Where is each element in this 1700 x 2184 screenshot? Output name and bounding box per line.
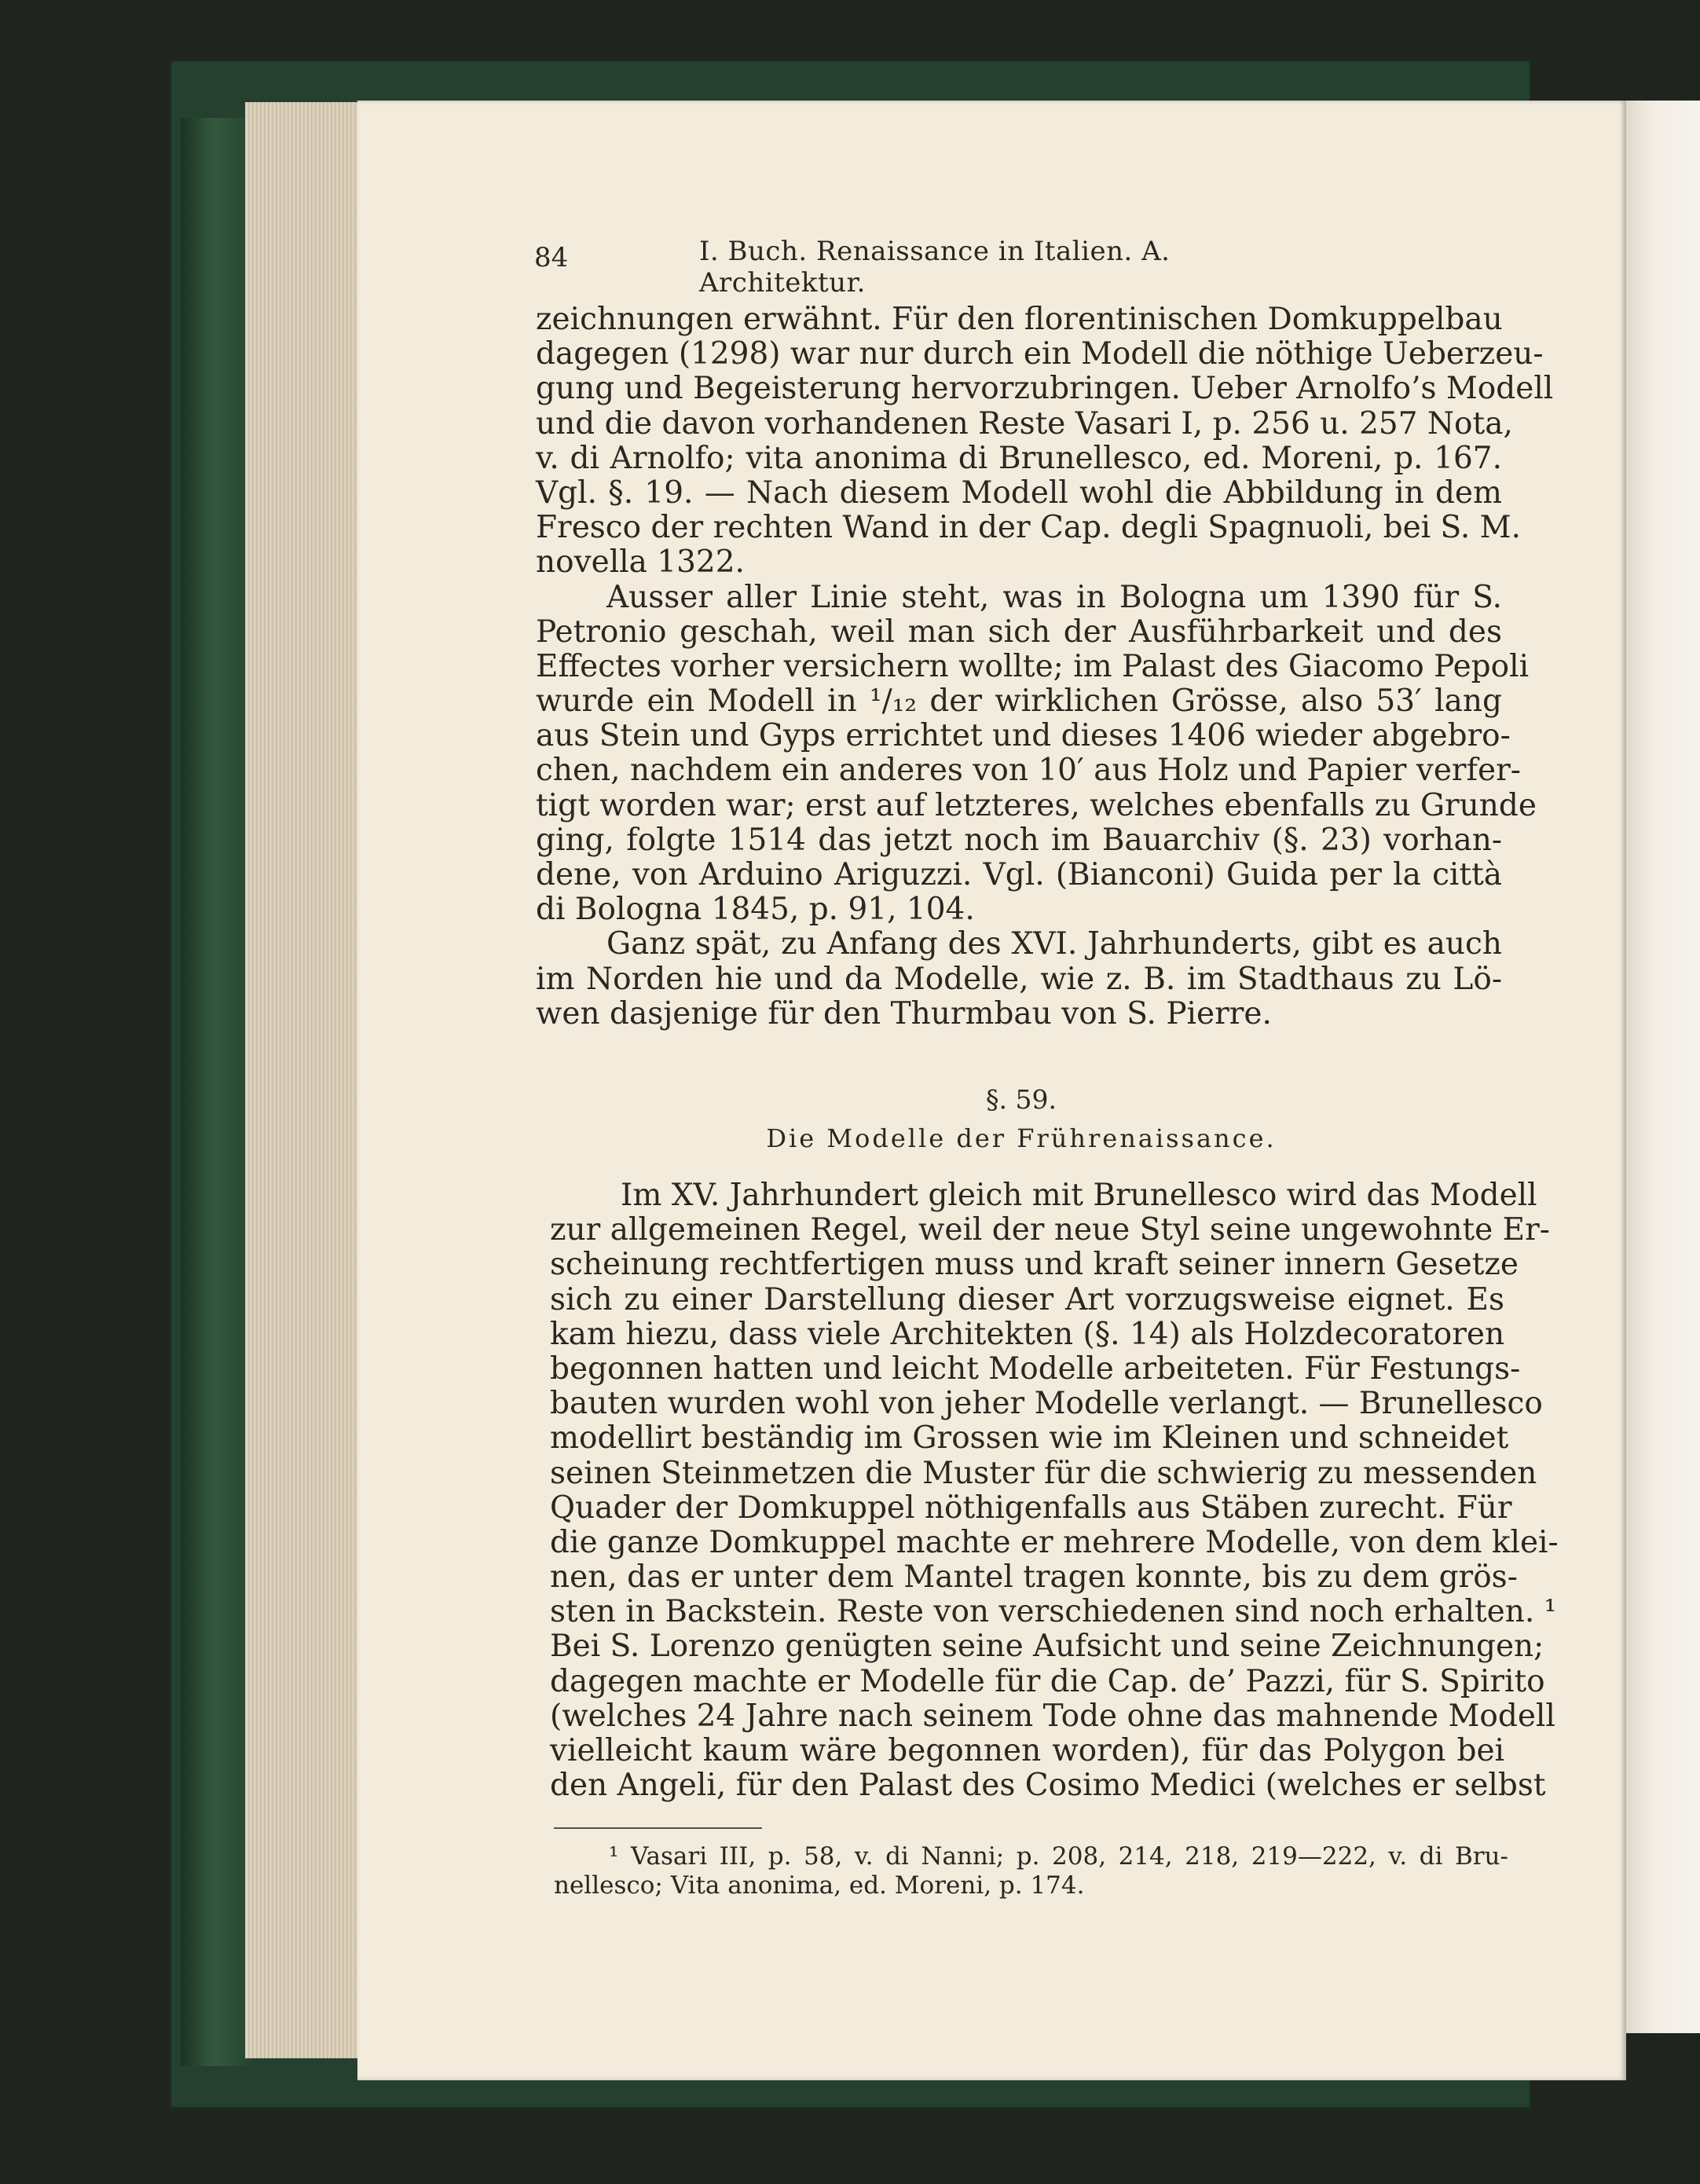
text-line: Quader der Domkuppel nöthigenfalls aus Stäben zurecht. Für [550, 1490, 1512, 1526]
text-block-top [536, 302, 1554, 1032]
text-line: Petronio geschah, weil man sich der Ausführbarkeit und des [536, 614, 1502, 650]
text-line: modellirt beständig im Grossen wie im Kleinen und schneidet [550, 1420, 1509, 1457]
text-line: wen dasjenige für den Thurmbau von S. Pierre. [536, 995, 1272, 1032]
text-line: vielleicht kaum wäre begonnen worden), für das Polygon bei [550, 1733, 1504, 1768]
paragraph-2 [536, 579, 1537, 928]
text-line: dagegen machte er Modelle für die Cap. de’ Pazzi, für S. Spirito [550, 1663, 1545, 1699]
running-head: I. Buch. Renaissance in Italien. A. Architektur. [699, 236, 1171, 299]
paragraph-1 [536, 302, 1554, 581]
text-line: dagegen (1298) war nur durch ein Modell die nöthige Ueberzeu- [536, 336, 1544, 372]
text-line: kam hiezu, dass viele Architekten (§. 14) als Holzdecoratoren [550, 1316, 1505, 1352]
text-block-main [550, 1178, 1559, 1804]
book-spine [181, 118, 255, 2066]
page-header [534, 236, 1343, 299]
text-line: di Bologna 1845, p. 91, 104. [536, 892, 975, 928]
text-line: v. di Arnolfo; vita anonima di Brunellesco, ed. Moreni, p. 167. [536, 440, 1502, 476]
text-line: sten in Backstein. Reste von verschiedenen sind noch erhalten. ¹ [550, 1594, 1557, 1630]
text-line: Im XV. Jahrhundert gleich mit Brunellesco wird das Modell [621, 1178, 1537, 1213]
footnote-rule [554, 1827, 762, 1829]
facing-page-edge [1618, 101, 1700, 2033]
text-line: Fresco der rechten Wand in der Cap. degli Spagnuoli, bei S. M. [536, 510, 1521, 546]
text-line: Vgl. §. 19. — Nach diesem Modell wohl die Abbildung in dem [536, 475, 1502, 511]
text-line: zeichnungen erwähnt. Für den florentinischen Domkuppelbau [536, 302, 1503, 337]
text-line: aus Stein und Gyps errichtet und dieses 1406 wieder abgebro- [536, 718, 1511, 754]
text-line: tigt worden war; erst auf letzteres, welches ebenfalls zu Grunde [536, 787, 1537, 823]
text-line: und die davon vorhandenen Reste Vasari I, p. 256 u. 257 Nota, [536, 405, 1513, 442]
text-line: bauten wurden wohl von jeher Modelle verlangt. — Brunellesco [550, 1386, 1543, 1422]
footnote-line: nellesco; Vita anonima, ed. Moreni, p. 174. [554, 1871, 1085, 1900]
text-line: Ganz spät, zu Anfang des XVI. Jahrhunderts, gibt es auch [606, 926, 1502, 962]
text-line: Bei S. Lorenzo genügten seine Aufsicht und seine Zeichnungen; [550, 1629, 1544, 1665]
section-number: §. 59. [986, 1084, 1057, 1115]
text-line: chen, nachdem ein anderes von 10′ aus Holz und Papier verfer- [536, 753, 1521, 789]
text-line: novella 1322. [536, 544, 745, 581]
page-number: 84 [534, 242, 569, 273]
text-line: (welches 24 Jahre nach seinem Tode ohne das mahnende Modell [550, 1698, 1555, 1734]
text-line: Effectes vorher versichern wollte; im Palast des Giacomo Pepoli [536, 648, 1530, 684]
text-line: seinen Steinmetzen die Muster für die schwierig zu messenden [550, 1455, 1537, 1491]
paragraph-3 [536, 927, 1502, 1032]
text-line: wurde ein Modell in ¹/₁₂ der wirklichen Grösse, also 53′ lang [536, 683, 1502, 720]
text-line: nen, das er unter dem Mantel tragen konnte, bis zu dem grös- [550, 1559, 1518, 1596]
page-stack-edges [245, 102, 365, 2058]
text-line: scheinung rechtfertigen muss und kraft seiner innern Gesetze [550, 1247, 1519, 1283]
section-title: Die Modelle der Frührenaissance. [766, 1123, 1277, 1153]
text-line: die ganze Domkuppel machte er mehrere Modelle, von dem klei- [550, 1524, 1559, 1560]
text-line: ging, folgte 1514 das jetzt noch im Bauarchiv (§. 23) vorhan- [536, 822, 1502, 858]
footnote-line: ¹ Vasari III, p. 58, v. di Nanni; p. 208, 214, 218, 219—222, v. di Bru- [609, 1842, 1508, 1871]
text-line: den Angeli, für den Palast des Cosimo Medici (welches er selbst [550, 1768, 1546, 1804]
text-line: im Norden hie und da Modelle, wie z. B. im Stadthaus zu Lö- [536, 961, 1502, 997]
text-line: begonnen hatten und leicht Modelle arbeiteten. Für Festungs- [550, 1350, 1521, 1387]
text-line: gung und Begeisterung hervorzubringen. Ueber Arnolfo’s Modell [536, 371, 1554, 407]
text-line: dene, von Arduino Ariguzzi. Vgl. (Bianconi) Guida per la città [536, 857, 1502, 892]
footnote [554, 1842, 1508, 1900]
text-line: Ausser aller Linie steht, was in Bologna um 1390 für S. [606, 579, 1502, 615]
text-line: sich zu einer Darstellung dieser Art vorzugsweise eignet. Es [550, 1281, 1504, 1317]
text-line: zur allgemeinen Regel, weil der neue Styl seine ungewohnte Er- [550, 1212, 1550, 1248]
